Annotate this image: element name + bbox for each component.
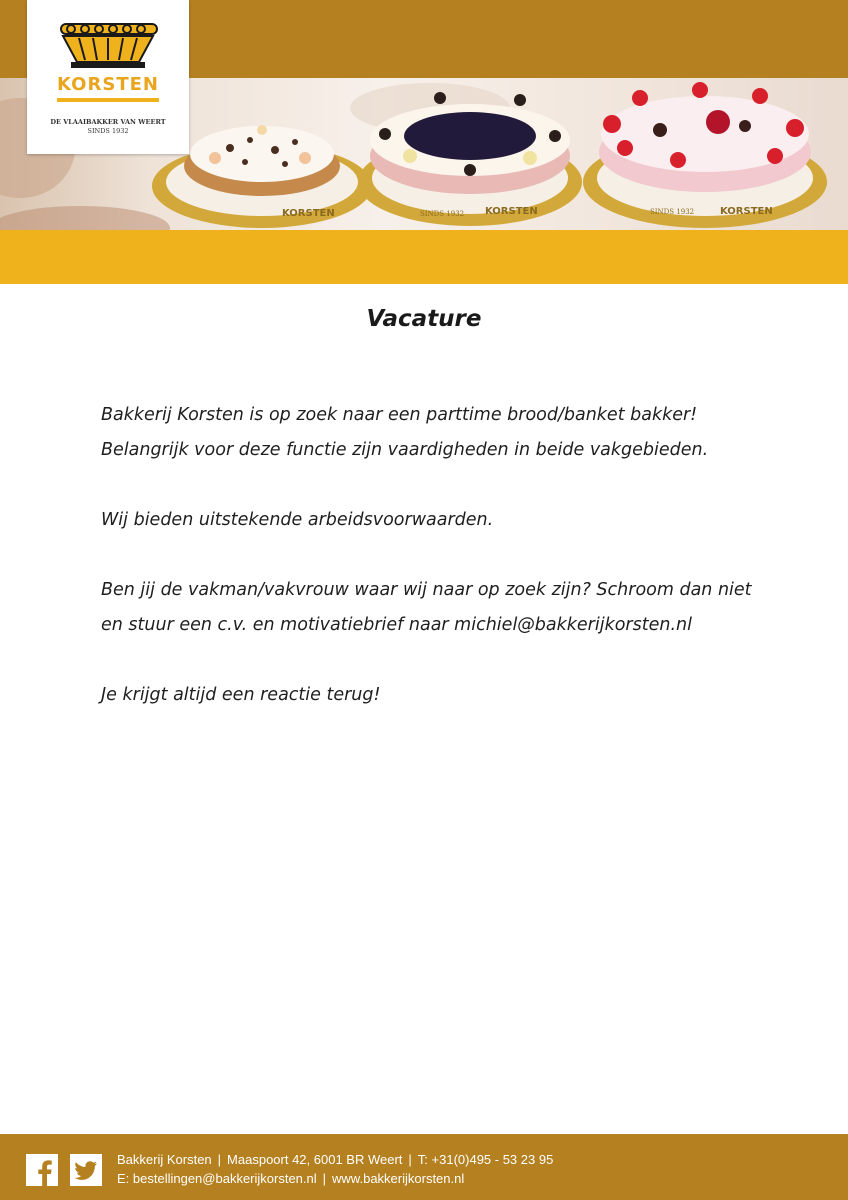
plate-3-text: KORSTEN [720, 206, 773, 217]
footer-website[interactable]: www.bakkerijkorsten.nl [332, 1171, 465, 1186]
footer-separator: | [322, 1171, 327, 1186]
footer-company-name: Bakkerij Korsten [117, 1152, 212, 1167]
cake-3 [583, 82, 827, 228]
paragraph-call-to-action: Ben jij de vakman/vakvrouw waar wij naar op zoek zijn? Schroom dan niet en stuur een c.v. en motivatiebrief naar michiel@bakkerijkorsten.nl [101, 580, 752, 635]
facebook-icon[interactable] [26, 1154, 58, 1186]
crown-icon [27, 0, 189, 74]
bun-bottom-left [0, 206, 170, 230]
paragraph-closing: Je krijgt altijd een reactie terug! [101, 685, 381, 705]
footer-separator: | [217, 1152, 222, 1167]
footer-web-line [117, 1171, 464, 1186]
footer-address: Maaspoort 42, 6001 BR Weert [227, 1152, 403, 1167]
footer-separator: | [408, 1152, 412, 1167]
plate-1-text: KORSTEN [282, 208, 335, 219]
footer-email[interactable]: E: bestellingen@bakkerijkorsten.nl [117, 1171, 317, 1186]
plate-3-since: SINDS 1932 [650, 208, 695, 216]
paragraph-intro: Bakkerij Korsten is op zoek naar een parttime brood/banket bakker! Belangrijk voor deze functie zijn vaardigheden in beide vakgebieden. [101, 405, 709, 460]
logo-since: SINDS 1932 [87, 127, 129, 135]
logo-brand: KORSTEN [57, 74, 159, 95]
footer-contact-line [117, 1152, 553, 1167]
footer-phone: T: +31(0)495 - 53 23 95 [417, 1152, 554, 1167]
vacancy-text [101, 398, 761, 748]
logo[interactable] [27, 0, 189, 154]
paragraph-offer: Wij bieden uitstekende arbeidsvoorwaarden. [101, 510, 494, 530]
footer [0, 1134, 848, 1200]
twitter-icon[interactable] [70, 1154, 102, 1186]
cake-2-topping [404, 112, 536, 160]
header-yellow-band [0, 230, 848, 284]
plate-2-since: SINDS 1932 [420, 210, 465, 218]
logo-underline [57, 98, 159, 102]
page-title: Vacature [366, 306, 482, 332]
plate-2-text: KORSTEN [485, 206, 538, 217]
logo-tagline: DE VLAAIBAKKER VAN WEERT [50, 118, 166, 126]
